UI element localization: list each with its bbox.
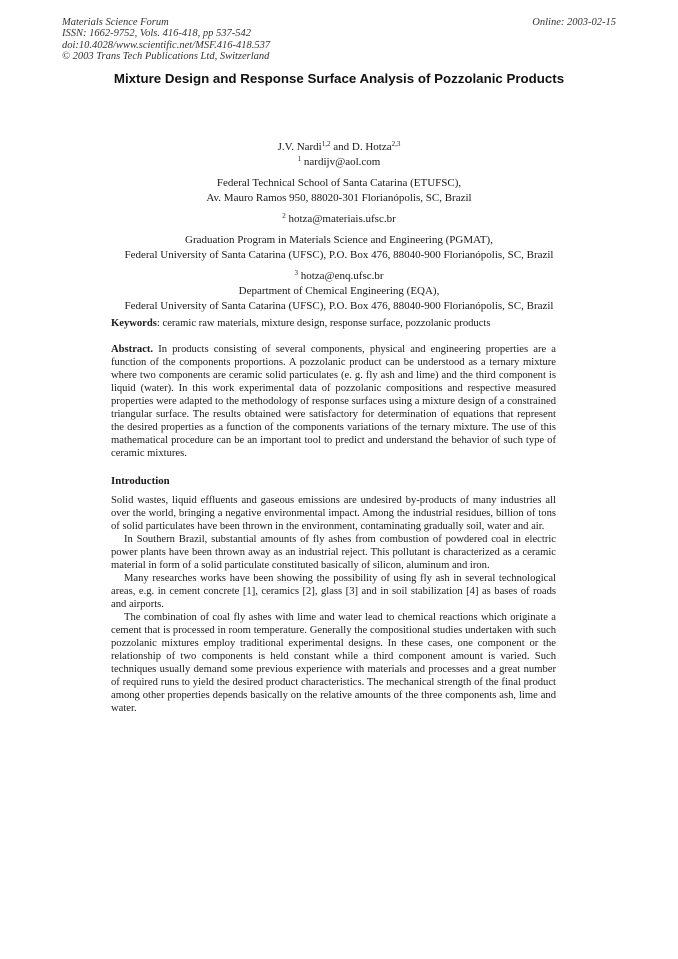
email-3-line — [0, 269, 678, 284]
author-2-sup: 2,3 — [391, 140, 401, 148]
intro-paragraph-3: Many researches works have been showing the possibility of using fly ash in several technological areas, e.g. in cement concrete [1], ceramics [2], glass [3] and in soil stabilization [4] as bases of roads and airports. — [111, 573, 556, 610]
email-2-sup: 2 — [282, 212, 286, 220]
email-3-sup: 3 — [294, 269, 298, 277]
paper-title: Mixture Design and Response Surface Analysis of Pozzolanic Products — [113, 71, 565, 86]
keywords-text: : ceramic raw materials, mixture design, response surface, pozzolanic products — [156, 318, 491, 329]
abstract — [111, 343, 556, 460]
doi-line: doi:10.4028/www.scientific.net/MSF.416-418.537 — [62, 39, 271, 51]
abstract-label: Abstract. — [111, 344, 154, 355]
online-date: Online: 2003-02-15 — [532, 17, 616, 28]
email-1-sup: 1 — [297, 155, 302, 163]
author-2: and D. Hotza — [330, 141, 392, 153]
keywords — [111, 317, 556, 330]
intro-paragraph-1: Solid wastes, liquid effluents and gaseous emissions are undesired by-products of many industries all over the world, bringing a negative environmental impact. Among the industrial residues, billion of tons of solid particulates have been thrown in the environment, contaminating gradually soil, water and air. — [111, 495, 556, 532]
journal-name: Materials Science Forum — [62, 17, 169, 28]
introduction-body — [111, 494, 556, 715]
author-1: J.V. Nardi — [277, 141, 322, 153]
keywords-label: Keywords — [111, 318, 157, 329]
abstract-text: In products consisting of several components, physical and engineering properties are a function of the components proportions. A pozzolanic product can be understood as a ternary mixture where two components are ceramic solid particulates (e. g. fly ash and lime) and the third component is liquid (water). In this work experimental data of pozzolanic compositions and respective measured properties were adapted to the methodology of response surfaces using a mixture design of a constrained triangular surface. The results obtained were satisfactory for determination of equations that represent the desired properties as a function of the components variations of the ternary mixture. The use of this mathematical procedure can be an important tool to predict and understand the behavior of such type of ceramic mixtures. — [111, 344, 556, 459]
affiliation-1-line-2: Av. Mauro Ramos 950, 88020-301 Florianópolis, SC, Brazil — [206, 192, 472, 204]
email-2: hotza@materiais.ufsc.br — [285, 213, 396, 225]
affiliation-1-line-1: Federal Technical School of Santa Catarina (ETUFSC), — [216, 177, 462, 189]
email-1: nardijv@aol.com — [301, 156, 381, 168]
issn-line: ISSN: 1662-9752, Vols. 416-418, pp 537-542 — [62, 28, 251, 40]
author-1-sup: 1,2 — [321, 140, 331, 148]
authors-line — [0, 140, 678, 155]
affiliation-2-line-2: Federal University of Santa Catarina (UFSC), P.O. Box 476, 88040-900 Florianópolis, SC, Brazil — [124, 249, 554, 261]
affiliation-2-line-1: Graduation Program in Materials Science and Engineering (PGMAT), — [185, 234, 493, 246]
email-3: hotza@enq.ufsc.br — [297, 270, 384, 282]
affiliation-3-line-2: Federal University of Santa Catarina (UFSC), P.O. Box 476, 88040-900 Florianópolis, SC, Brazil — [124, 300, 554, 312]
introduction-heading: Introduction — [111, 475, 170, 487]
intro-paragraph-2: In Southern Brazil, substantial amounts of fly ashes from combustion of powdered coal in electric power plants have been thrown away as an industrial reject. This pollutant is characterized as a ceramic material in form of a solid particulate constituted basically of silicon, aluminum and iron. — [111, 534, 556, 571]
email-2-line — [0, 212, 678, 227]
email-1-line — [0, 155, 678, 170]
affiliation-3-line-1: Department of Chemical Engineering (EQA), — [238, 285, 440, 297]
copyright-line: © 2003 Trans Tech Publications Ltd, Switzerland — [62, 50, 270, 62]
intro-paragraph-4: The combination of coal fly ashes with lime and water lead to chemical reactions which originate a cement that is processed in room temperature. Generally the compositional studies undertaken with such pozzolanic mixtures employ traditional experimental designs. In these cases, one component or the relationship of two components is held constant while a third component amount is varied. Such techniques usually demand some previous experience with materials and processes and a great number of required runs to yield the desired product characteristics. The mechanical strength of the final product among other properties depends basically on the relative amounts of the three components ash, lime and water. — [111, 612, 556, 714]
author-block — [0, 140, 678, 314]
journal-header — [62, 17, 270, 62]
